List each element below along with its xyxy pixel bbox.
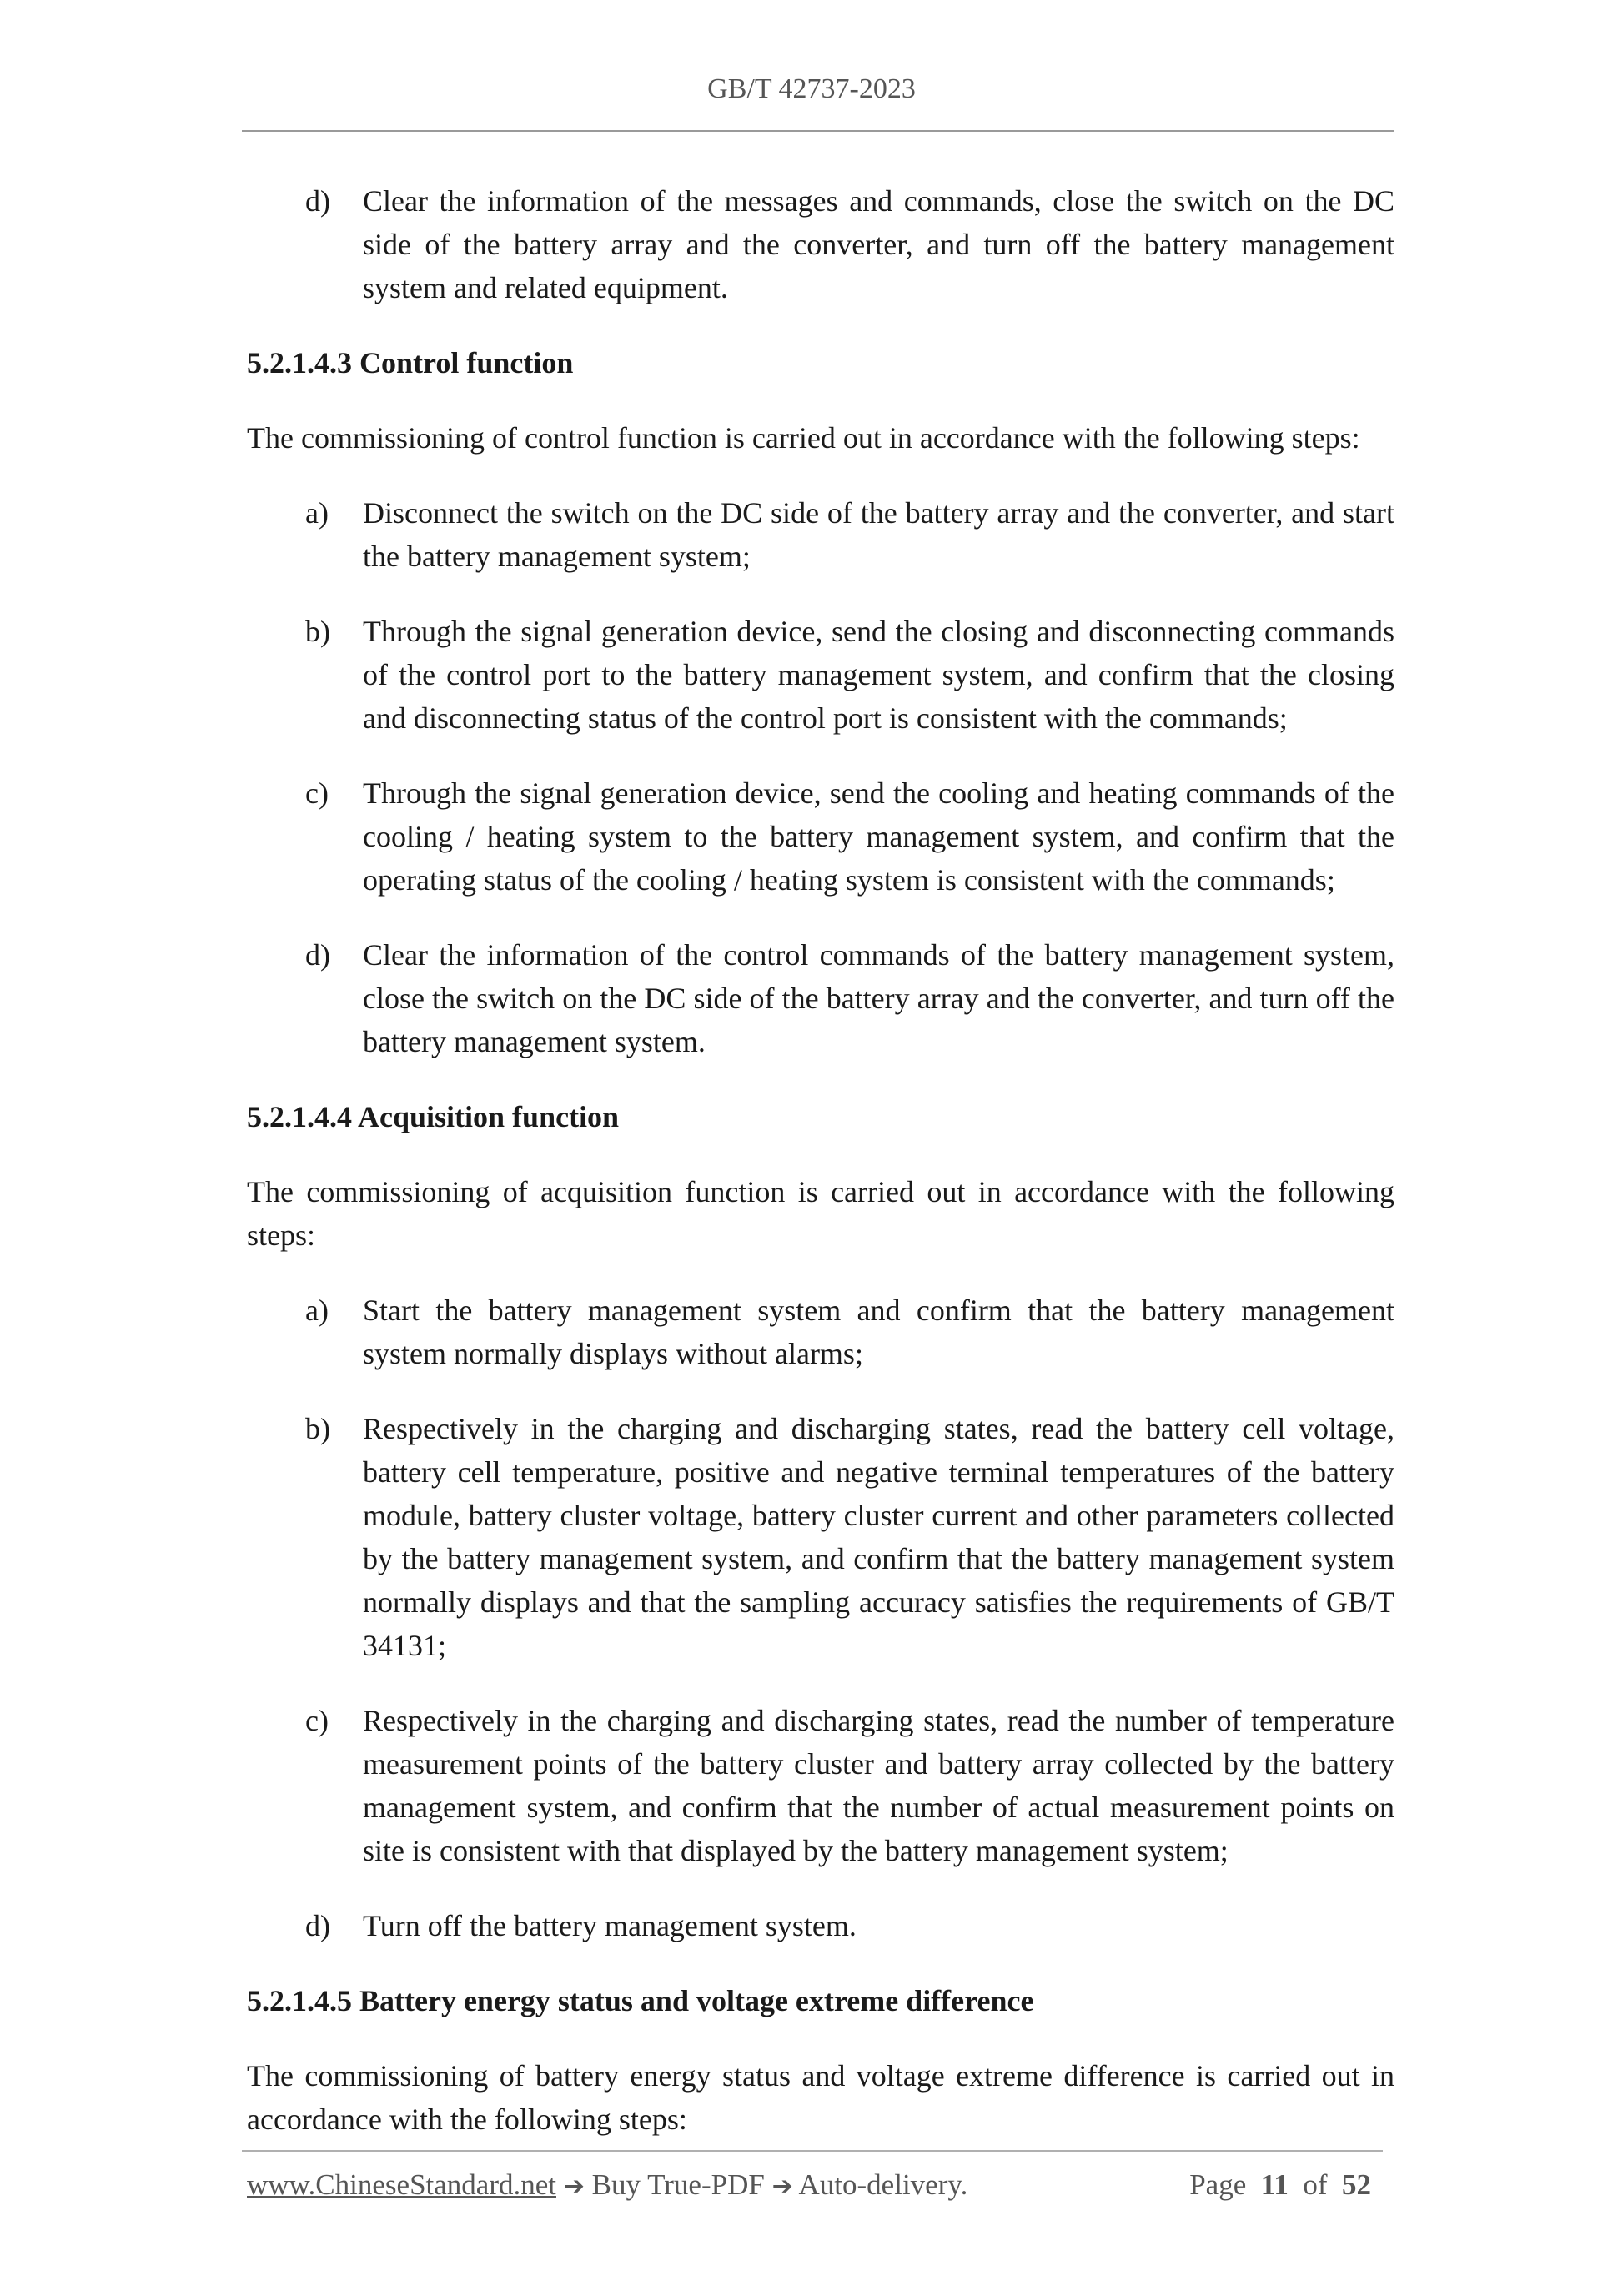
section-intro-paragraph: The commissioning of acquisition function is carried out in accordance with the following steps: <box>247 1175 1394 1252</box>
total-page-count: 52 <box>1342 2168 1371 2201</box>
list-item <box>247 771 1394 902</box>
list-item-text: Respectively in the charging and discharging states, read the number of temperature measurement points of the battery cluster and battery array collected by the battery management system, and confirm that the number of actual measurement points on site is consistent with that displayed by the battery management system; <box>363 1704 1394 1867</box>
list-item <box>247 179 1394 309</box>
arrow-right-icon: ➔ <box>771 2172 793 2201</box>
list-item-text: Start the battery management system and confirm that the battery management system normally displays without alarms; <box>363 1294 1394 1370</box>
current-page-number: 11 <box>1260 2168 1289 2201</box>
list-marker: d) <box>305 184 330 218</box>
footer-promo <box>247 2168 967 2202</box>
section-heading-acquisition-function: 5.2.1.4.4 Acquisition function <box>247 1100 620 1133</box>
document-body <box>247 179 1394 2173</box>
list-item <box>247 1904 1394 1947</box>
section-intro-paragraph: The commissioning of control function is carried out in accordance with the following steps: <box>247 421 1360 455</box>
list-marker: d) <box>305 938 330 972</box>
page-header-title: GB/T 42737-2023 <box>707 73 916 104</box>
list-item-text: Disconnect the switch on the DC side of the battery array and the converter, and start the battery management system; <box>363 496 1394 573</box>
list-marker: a) <box>305 1294 329 1327</box>
list-item-text: Through the signal generation device, send the cooling and heating commands of the cooling / heating system to the battery management system, and confirm that the operating status of the cooling / heating system is consistent with the commands; <box>363 776 1394 897</box>
list-marker: c) <box>305 1704 329 1737</box>
list-item <box>247 1407 1394 1667</box>
section-heading-control-function: 5.2.1.4.3 Control function <box>247 346 574 379</box>
list-marker: b) <box>305 615 330 648</box>
list-marker: b) <box>305 1412 330 1445</box>
list-item-text: Clear the information of the messages and commands, close the switch on the DC side of the battery array and the converter, and turn off the battery management system and related equipment. <box>363 184 1394 304</box>
list-item-text: Clear the information of the control commands of the battery management system, close the switch on the DC side of the battery array and the converter, and turn off the battery management system. <box>363 938 1394 1058</box>
header-divider <box>242 130 1394 132</box>
list-item <box>247 1289 1394 1375</box>
section-intro-paragraph: The commissioning of battery energy status and voltage extreme difference is carried out in accordance with the following steps: <box>247 2059 1394 2136</box>
list-marker: d) <box>305 1909 330 1942</box>
list-item <box>247 610 1394 740</box>
list-item <box>247 1699 1394 1872</box>
list-marker: a) <box>305 496 329 530</box>
buy-true-pdf-text: Buy True-PDF <box>591 2168 765 2201</box>
list-marker: c) <box>305 776 329 810</box>
auto-delivery-text: Auto-delivery. <box>798 2168 968 2201</box>
list-item <box>247 933 1394 1063</box>
list-item-text: Through the signal generation device, send the closing and disconnecting commands of the control port to the battery management system, and confirm that the closing and disconnecting status of the control port is consistent with the commands; <box>363 615 1394 735</box>
list-item <box>247 491 1394 578</box>
list-item-text: Turn off the battery management system. <box>363 1909 857 1942</box>
footer-divider <box>242 2150 1383 2152</box>
website-link[interactable]: www.ChineseStandard.net <box>247 2168 556 2201</box>
page-number <box>1189 2168 1371 2202</box>
page-label: Page <box>1189 2168 1247 2201</box>
list-item-text: Respectively in the charging and discharging states, read the battery cell voltage, battery cell temperature, positive and negative terminal temperatures of the battery module, battery cluster voltage, battery cluster current and other parameters collected by the battery management system, and confirm that the battery management system normally displays and that the sampling accuracy satisfies the requirements of GB/T 34131; <box>363 1412 1394 1662</box>
page-of-label: of <box>1303 2168 1328 2201</box>
arrow-right-icon: ➔ <box>563 2172 585 2201</box>
section-heading-battery-energy-status: 5.2.1.4.5 Battery energy status and voltage extreme difference <box>247 1984 1034 2017</box>
